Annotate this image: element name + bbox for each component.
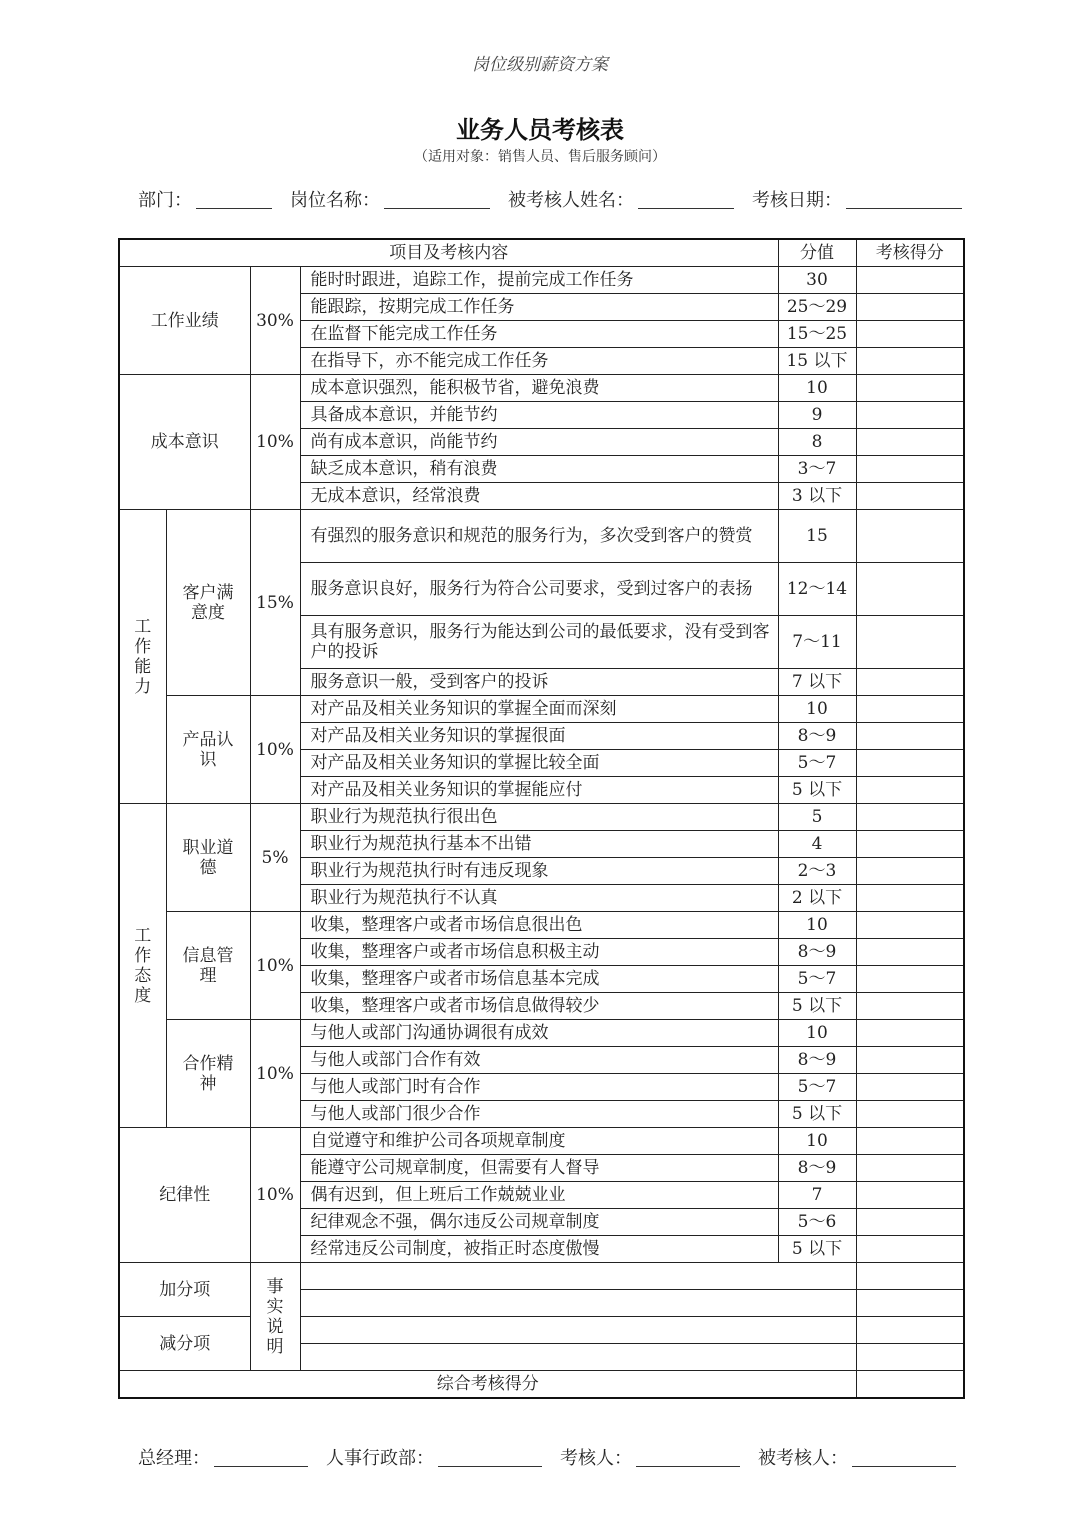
attitude-char: 态 [134, 965, 152, 986]
score-value: 10 [778, 375, 856, 402]
score-value: 5 以下 [778, 777, 856, 804]
score-value: 12～14 [778, 563, 856, 616]
performance-weight: 30% [250, 267, 300, 375]
score-input-cell[interactable] [856, 456, 964, 483]
discipline-label: 纪律性 [119, 1128, 250, 1263]
cost-weight: 10% [250, 375, 300, 510]
info-label-line: 理 [199, 965, 217, 986]
product-label-line: 识 [199, 749, 217, 770]
score-value: 7～11 [778, 616, 856, 669]
header-score: 分值 [778, 239, 856, 267]
page-subtitle: （适用对象：销售人员、售后服务顾问） [414, 149, 666, 165]
deduct-score-input[interactable] [856, 1317, 964, 1344]
deduct-fact-input[interactable] [300, 1317, 856, 1344]
score-input-cell[interactable] [856, 966, 964, 993]
score-value: 8～9 [778, 1047, 856, 1074]
ethics-label [166, 804, 250, 912]
criteria-text: 在指导下，亦不能完成工作任务 [300, 348, 778, 375]
score-value: 5～7 [778, 1074, 856, 1101]
fact-label [250, 1263, 300, 1371]
score-value: 10 [778, 912, 856, 939]
score-value: 15 以下 [778, 348, 856, 375]
score-input-cell[interactable] [856, 1074, 964, 1101]
score-value: 5 以下 [778, 1101, 856, 1128]
gm-label: 总经理： [138, 1448, 210, 1469]
hr-blank[interactable] [438, 1448, 542, 1467]
score-value: 10 [778, 1020, 856, 1047]
examinee-field[interactable] [758, 1444, 956, 1470]
examinee-label: 被考核人： [758, 1448, 848, 1469]
table-row [119, 1317, 964, 1344]
gm-blank[interactable] [214, 1448, 308, 1467]
team-weight: 10% [250, 1020, 300, 1128]
score-value: 9 [778, 402, 856, 429]
team-label-line: 神 [199, 1073, 217, 1094]
score-value: 30 [778, 267, 856, 294]
table-row [119, 1263, 964, 1290]
dept-blank[interactable] [196, 190, 272, 209]
score-input-cell[interactable] [856, 294, 964, 321]
criteria-text: 收集，整理客户或者市场信息做得较少 [300, 993, 778, 1020]
criteria-text: 尚有成本意识，尚能节约 [300, 429, 778, 456]
score-input-cell[interactable] [856, 321, 964, 348]
top-info-line [138, 186, 958, 212]
score-input-cell[interactable] [856, 669, 964, 696]
criteria-text: 经常违反公司制度，被指正时态度傲慢 [300, 1236, 778, 1263]
bonus-fact-input[interactable] [300, 1290, 856, 1317]
total-label: 综合考核得分 [119, 1371, 856, 1399]
criteria-text: 纪律观念不强，偶尔违反公司规章制度 [300, 1209, 778, 1236]
score-input-cell[interactable] [856, 348, 964, 375]
customer-weight: 15% [250, 510, 300, 696]
score-input-cell[interactable] [856, 696, 964, 723]
criteria-text: 对产品及相关业务知识的掌握比较全面 [300, 750, 778, 777]
criteria-text: 具备成本意识，并能节约 [300, 402, 778, 429]
customer-label-line: 客户满 [182, 582, 234, 603]
header-note: 岗位级别薪资方案 [472, 55, 608, 75]
date-field[interactable] [752, 186, 962, 212]
score-input-cell[interactable] [856, 858, 964, 885]
score-input-cell[interactable] [856, 402, 964, 429]
discipline-weight: 10% [250, 1128, 300, 1263]
fact-char: 实 [266, 1296, 284, 1317]
score-value: 10 [778, 696, 856, 723]
deduct-label: 减分项 [119, 1317, 250, 1371]
date-label: 考核日期： [752, 190, 842, 211]
score-input-cell[interactable] [856, 1182, 964, 1209]
score-value: 3 以下 [778, 483, 856, 510]
score-value: 5 [778, 804, 856, 831]
page-title: 业务人员考核表 [456, 115, 624, 144]
table-row [119, 267, 964, 294]
info-label [166, 912, 250, 1020]
hr-field[interactable] [326, 1444, 560, 1470]
customer-label-line: 意度 [191, 602, 225, 623]
score-input-cell[interactable] [856, 1047, 964, 1074]
score-value: 8～9 [778, 1155, 856, 1182]
team-label-line: 合作精 [182, 1053, 234, 1074]
criteria-text: 能遵守公司规章制度，但需要有人督导 [300, 1155, 778, 1182]
criteria-text: 与他人或部门很少合作 [300, 1101, 778, 1128]
bonus-score-input[interactable] [856, 1290, 964, 1317]
score-value: 5～6 [778, 1209, 856, 1236]
score-input-cell[interactable] [856, 375, 964, 402]
score-input-cell[interactable] [856, 616, 964, 669]
criteria-text: 能时时跟进，追踪工作，提前完成工作任务 [300, 267, 778, 294]
hr-label: 人事行政部： [326, 1448, 434, 1469]
criteria-text: 偶有迟到，但上班后工作兢兢业业 [300, 1182, 778, 1209]
score-input-cell[interactable] [856, 1128, 964, 1155]
score-input-cell[interactable] [856, 831, 964, 858]
product-label-line: 产品认 [182, 729, 234, 750]
ability-char: 作 [134, 636, 152, 657]
attitude-char: 度 [134, 985, 152, 1006]
score-value: 10 [778, 1128, 856, 1155]
score-value: 15～25 [778, 321, 856, 348]
score-value: 5 以下 [778, 993, 856, 1020]
criteria-text: 成本意识强烈，能积极节省，避免浪费 [300, 375, 778, 402]
ability-char: 力 [134, 676, 152, 697]
table-row [119, 1128, 964, 1155]
header-content: 项目及考核内容 [119, 239, 778, 267]
signature-line [138, 1444, 958, 1470]
ability-char: 工 [134, 616, 152, 637]
gm-field[interactable] [138, 1444, 326, 1470]
criteria-text: 职业行为规范执行不认真 [300, 885, 778, 912]
criteria-text: 自觉遵守和维护公司各项规章制度 [300, 1128, 778, 1155]
examinee-name-label: 被考核人姓名： [508, 190, 634, 211]
ability-char: 能 [134, 656, 152, 677]
score-input-cell[interactable] [856, 1155, 964, 1182]
criteria-text: 收集，整理客户或者市场信息很出色 [300, 912, 778, 939]
bonus-label: 加分项 [119, 1263, 250, 1317]
date-blank[interactable] [846, 190, 962, 209]
score-value: 5～7 [778, 750, 856, 777]
score-value: 15 [778, 510, 856, 563]
score-input-cell[interactable] [856, 267, 964, 294]
score-input-cell[interactable] [856, 563, 964, 616]
table-row [119, 696, 964, 723]
position-field[interactable] [290, 186, 508, 212]
assessment-table [118, 238, 965, 1399]
score-input-cell[interactable] [856, 1236, 964, 1263]
criteria-text: 无成本意识，经常浪费 [300, 483, 778, 510]
score-input-cell[interactable] [856, 429, 964, 456]
score-value: 5～7 [778, 966, 856, 993]
bonus-fact-input[interactable] [300, 1263, 856, 1290]
criteria-text: 对产品及相关业务知识的掌握很面 [300, 723, 778, 750]
assessor-field[interactable] [560, 1444, 758, 1470]
score-input-cell[interactable] [856, 750, 964, 777]
score-input-cell[interactable] [856, 1020, 964, 1047]
criteria-text: 能跟踪，按期完成工作任务 [300, 294, 778, 321]
score-input-cell[interactable] [856, 939, 964, 966]
criteria-text: 有强烈的服务意识和规范的服务行为，多次受到客户的赞赏 [300, 510, 778, 563]
table-header-row [119, 239, 964, 267]
score-value: 8～9 [778, 723, 856, 750]
ethics-label-line: 职业道 [182, 837, 234, 858]
criteria-text: 收集，整理客户或者市场信息基本完成 [300, 966, 778, 993]
score-value: 2～3 [778, 858, 856, 885]
criteria-text: 缺乏成本意识，稍有浪费 [300, 456, 778, 483]
deduct-fact-input[interactable] [300, 1344, 856, 1371]
criteria-text: 服务意识良好，服务行为符合公司要求，受到过客户的表扬 [300, 563, 778, 616]
score-value: 5 以下 [778, 1236, 856, 1263]
fact-char: 说 [266, 1316, 284, 1337]
criteria-text: 职业行为规范执行基本不出错 [300, 831, 778, 858]
table-row [119, 912, 964, 939]
score-input-cell[interactable] [856, 483, 964, 510]
score-input-cell[interactable] [856, 912, 964, 939]
examinee-name-field[interactable] [508, 186, 752, 212]
criteria-text: 与他人或部门合作有效 [300, 1047, 778, 1074]
ability-group-label [119, 510, 166, 804]
attitude-char: 工 [134, 925, 152, 946]
product-label [166, 696, 250, 804]
score-input-cell[interactable] [856, 777, 964, 804]
info-weight: 10% [250, 912, 300, 1020]
table-row [119, 375, 964, 402]
criteria-text: 在监督下能完成工作任务 [300, 321, 778, 348]
assessor-blank[interactable] [636, 1448, 740, 1467]
header-result: 考核得分 [856, 239, 964, 267]
examinee-blank[interactable] [852, 1448, 956, 1467]
criteria-text: 与他人或部门时有合作 [300, 1074, 778, 1101]
table-row [119, 804, 964, 831]
criteria-text: 对产品及相关业务知识的掌握全面而深刻 [300, 696, 778, 723]
criteria-text: 具有服务意识，服务行为能达到公司的最低要求，没有受到客户的投诉 [300, 616, 778, 669]
score-input-cell[interactable] [856, 1209, 964, 1236]
score-value: 8 [778, 429, 856, 456]
score-value: 4 [778, 831, 856, 858]
info-label-line: 信息管 [182, 945, 234, 966]
criteria-text: 对产品及相关业务知识的掌握能应付 [300, 777, 778, 804]
score-value: 3～7 [778, 456, 856, 483]
performance-label: 工作业绩 [119, 267, 250, 375]
dept-label: 部门： [138, 190, 192, 211]
score-input-cell[interactable] [856, 510, 964, 563]
score-input-cell[interactable] [856, 885, 964, 912]
examinee-name-blank[interactable] [638, 190, 734, 209]
attitude-char: 作 [134, 945, 152, 966]
fact-char: 事 [266, 1276, 284, 1297]
team-label [166, 1020, 250, 1128]
score-value: 8～9 [778, 939, 856, 966]
dept-field[interactable] [138, 186, 290, 212]
score-value: 7 以下 [778, 669, 856, 696]
table-row [119, 1020, 964, 1047]
bonus-score-input[interactable] [856, 1263, 964, 1290]
score-value: 25～29 [778, 294, 856, 321]
attitude-group-label [119, 804, 166, 1128]
score-input-cell[interactable] [856, 993, 964, 1020]
score-value: 2 以下 [778, 885, 856, 912]
product-weight: 10% [250, 696, 300, 804]
criteria-text: 职业行为规范执行时有违反现象 [300, 858, 778, 885]
assessor-label: 考核人： [560, 1448, 632, 1469]
score-value: 7 [778, 1182, 856, 1209]
customer-label [166, 510, 250, 696]
criteria-text: 服务意识一般，受到客户的投诉 [300, 669, 778, 696]
score-input-cell[interactable] [856, 1101, 964, 1128]
total-row [119, 1371, 964, 1399]
table-row [119, 510, 964, 563]
ethics-label-line: 德 [199, 857, 217, 878]
position-label: 岗位名称： [290, 190, 380, 211]
criteria-text: 与他人或部门沟通协调很有成效 [300, 1020, 778, 1047]
criteria-text: 收集，整理客户或者市场信息积极主动 [300, 939, 778, 966]
ethics-weight: 5% [250, 804, 300, 912]
criteria-text: 职业行为规范执行很出色 [300, 804, 778, 831]
score-input-cell[interactable] [856, 723, 964, 750]
fact-char: 明 [266, 1336, 284, 1357]
deduct-score-input[interactable] [856, 1344, 964, 1371]
total-score-input[interactable] [856, 1371, 964, 1399]
cost-label: 成本意识 [119, 375, 250, 510]
position-blank[interactable] [384, 190, 490, 209]
score-input-cell[interactable] [856, 804, 964, 831]
